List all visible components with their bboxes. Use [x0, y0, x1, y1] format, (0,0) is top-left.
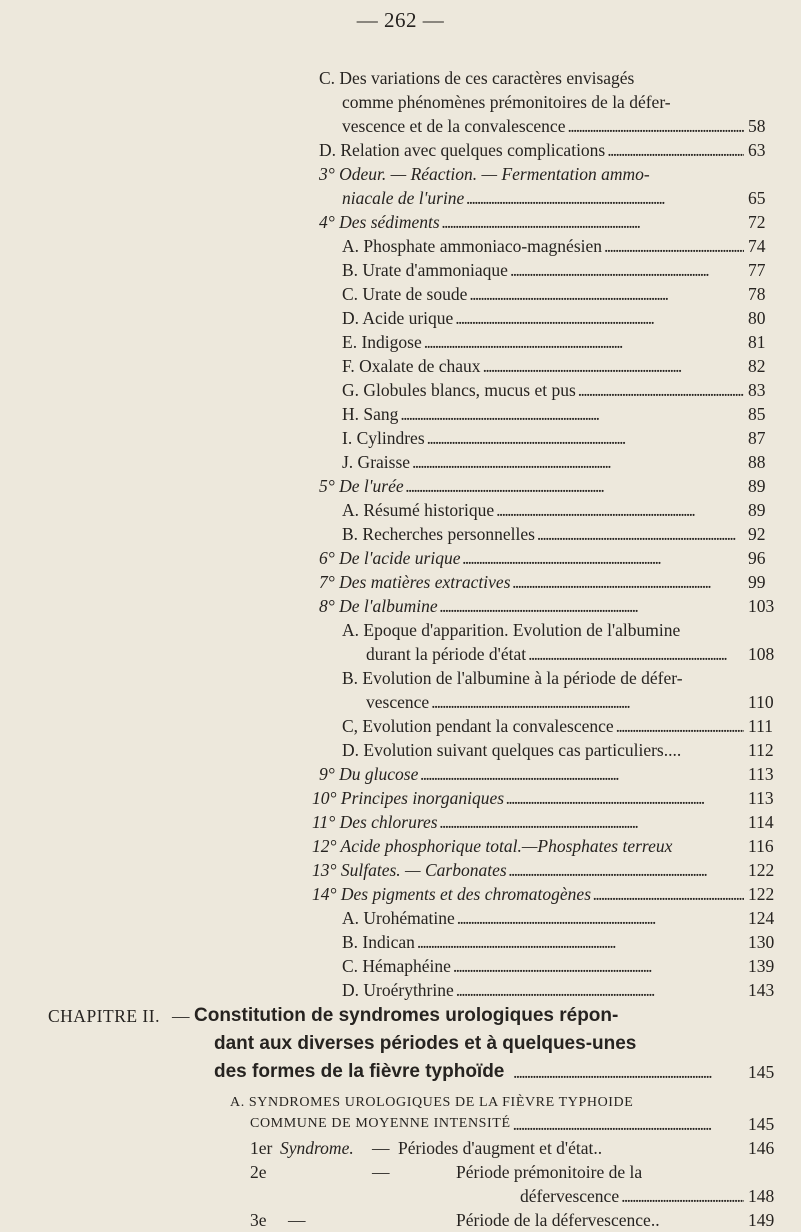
toc-entry-text: D. Relation avec quelques complications: [319, 140, 606, 160]
toc-entry-25: [0, 666, 801, 690]
dot-leader: [431, 690, 744, 714]
toc-page-number: 124: [748, 908, 775, 928]
toc-entry-10: [0, 306, 801, 330]
dot-leader: [621, 1184, 744, 1208]
toc-page-number: 89: [748, 500, 766, 520]
section-heading-line-2: [0, 1112, 801, 1136]
toc-entry-text: 11° Des chlorures: [312, 812, 438, 832]
dot-leader: [578, 378, 744, 402]
dot-leader: [442, 210, 744, 234]
toc-entry-9: [0, 282, 801, 306]
syndrome-text: Période de la défervescence..: [456, 1210, 660, 1230]
chapter-dash: —: [172, 1006, 190, 1026]
toc-entry-2: [0, 114, 801, 138]
syndrome-entry-1: [0, 1136, 801, 1160]
toc-page-number: 116: [748, 836, 774, 856]
dot-leader: [417, 930, 744, 954]
toc-page-number: 113: [748, 788, 774, 808]
dot-leader: [412, 450, 744, 474]
chapter-title-line: dant aux diverses périodes et à quelques-unes: [214, 1033, 637, 1054]
toc-entry-0: [0, 66, 801, 90]
toc-page-number: 108: [748, 644, 775, 664]
section-heading: [0, 1088, 801, 1112]
toc-entry-35: [0, 906, 801, 930]
dot-leader: [424, 330, 744, 354]
toc-entry-22: [0, 594, 801, 618]
toc-entry-38: [0, 978, 801, 1002]
dot-leader: [513, 1058, 744, 1086]
dot-leader: [506, 786, 744, 810]
syndrome-name: Syndrome.: [280, 1138, 354, 1158]
toc-entry-14: [0, 402, 801, 426]
toc-entry-text: C. Urate de soude: [342, 284, 468, 304]
toc-entry-7: [0, 234, 801, 258]
toc-entry-21: [0, 570, 801, 594]
toc-entry-31: [0, 810, 801, 834]
toc-entry-text: 9° Du glucose: [319, 764, 419, 784]
dot-leader: [496, 498, 744, 522]
syndrome-number: 2e: [250, 1162, 267, 1182]
toc-entry-23: [0, 618, 801, 642]
toc-entry-29: [0, 762, 801, 786]
toc-entry-text: vescence: [366, 692, 430, 712]
dot-leader: [567, 114, 744, 138]
dot-leader: [528, 642, 744, 666]
toc-entry-text: 13° Sulfates. — Carbonates: [312, 860, 507, 880]
toc-entry-text: 5° De l'urée: [319, 476, 404, 496]
toc-page-number: 114: [748, 812, 774, 832]
syndrome-dash: —: [372, 1138, 390, 1158]
toc-entry-text: 6° De l'acide urique: [319, 548, 461, 568]
dot-leader: [440, 810, 744, 834]
toc-entry-text: B. Urate d'ammoniaque: [342, 260, 508, 280]
syndrome-number: 3e: [250, 1210, 267, 1230]
toc-entry-text: A. Epoque d'apparition. Evolution de l'albumine: [342, 620, 681, 640]
dot-leader: [440, 594, 744, 618]
toc-entry-text: E. Indigose: [342, 332, 422, 352]
chapter-title-line: Constitution de syndromes urologiques répon-: [194, 1005, 619, 1026]
dot-leader: [456, 978, 744, 1002]
toc-page-number: 122: [748, 860, 775, 880]
dot-leader: [400, 402, 744, 426]
toc-entry-text: B. Indican: [342, 932, 415, 952]
toc-entry-text: 8° De l'albumine: [319, 596, 438, 616]
toc-page-number: 72: [748, 212, 766, 232]
dot-leader: [420, 762, 744, 786]
toc-entry-15: [0, 426, 801, 450]
dot-leader: [604, 234, 744, 258]
dot-leader: [513, 570, 744, 594]
syndrome-dash: —: [288, 1210, 306, 1230]
syndrome-text: défervescence: [520, 1186, 620, 1206]
syndrome-text: Périodes d'augment et d'état..: [398, 1138, 603, 1158]
dot-leader: [457, 906, 744, 930]
toc-entry-20: [0, 546, 801, 570]
section-title-line: COMMUNE DE MOYENNE INTENSITÉ: [250, 1116, 511, 1131]
toc-entry-12: [0, 354, 801, 378]
dot-leader: [427, 426, 744, 450]
dot-leader: [537, 522, 744, 546]
dot-leader: [607, 138, 744, 162]
toc-page-number: 83: [748, 380, 766, 400]
toc-entry-text: 12° Acide phosphorique total.—Phosphates terreux: [312, 836, 673, 856]
syndrome-entry-2: [0, 1160, 801, 1184]
toc-page-number: 112: [748, 740, 774, 760]
toc-entry-text: B. Evolution de l'albumine à la période de défer-: [342, 668, 683, 688]
toc-entry-text: I. Cylindres: [342, 428, 425, 448]
dot-leader: [453, 954, 744, 978]
toc-entry-19: [0, 522, 801, 546]
toc-entry-text: comme phénomènes prémonitoires de la défer-: [342, 92, 671, 112]
toc-page-number: 113: [748, 764, 774, 784]
toc-entry-text: A. Résumé historique: [342, 500, 495, 520]
toc-entry-text: F. Oxalate de chaux: [342, 356, 481, 376]
toc-entry-34: [0, 882, 801, 906]
page-number: — 262 —: [356, 8, 445, 32]
toc-entry-24: [0, 642, 801, 666]
toc-entry-text: G. Globules blancs, mucus et pus: [342, 380, 576, 400]
toc-page-number: 139: [748, 956, 775, 976]
toc-entry-text: J. Graisse: [342, 452, 411, 472]
toc-page-number: 149: [748, 1210, 775, 1230]
toc-page-number: 65: [748, 188, 766, 208]
toc-entry-text: B. Recherches personnelles: [342, 524, 535, 544]
toc-page-number: 110: [748, 692, 774, 712]
toc-entry-37: [0, 954, 801, 978]
toc-entry-text: H. Sang: [342, 404, 399, 424]
toc-entry-11: [0, 330, 801, 354]
toc-entry-33: [0, 858, 801, 882]
toc-page-number: 111: [748, 716, 773, 736]
toc-page-number: 122: [748, 884, 775, 904]
syndrome-number: 1er: [250, 1138, 273, 1158]
dot-leader: [513, 1112, 744, 1136]
toc-page-number: 96: [748, 548, 766, 568]
toc-entry-text: 14° Des pigments et des chromatogènes: [312, 884, 592, 904]
dot-leader: [455, 306, 744, 330]
toc-entry-text: durant la période d'état: [366, 644, 527, 664]
toc-page-number: 99: [748, 572, 766, 592]
chapter-title-line: des formes de la fièvre typhoïde: [214, 1061, 505, 1082]
syndrome-text: Période prémonitoire de la: [456, 1162, 643, 1182]
dot-leader: [469, 282, 744, 306]
toc-entry-8: [0, 258, 801, 282]
section-title-line: A. SYNDROMES UROLOGIQUES DE LA FIÈVRE TYPHOIDE: [230, 1095, 634, 1110]
dot-leader: [616, 714, 744, 738]
toc-entry-13: [0, 378, 801, 402]
chapter-heading: [0, 1002, 801, 1030]
toc-entry-text: 3° Odeur. — Réaction. — Fermentation ammo-: [319, 164, 650, 184]
toc-entry-text: 4° Des sédiments: [319, 212, 440, 232]
toc-page-number: 82: [748, 356, 766, 376]
toc-page-number: 130: [748, 932, 775, 952]
dot-leader: [510, 258, 744, 282]
toc-entry-32: [0, 834, 801, 858]
syndrome-dash: —: [372, 1162, 390, 1182]
toc-page-number: 87: [748, 428, 766, 448]
dot-leader: [593, 882, 744, 906]
toc-entry-text: vescence et de la convalescence: [342, 116, 566, 136]
toc-entry-26: [0, 690, 801, 714]
toc-page-number: 58: [748, 116, 766, 136]
toc-entry-text: D. Uroérythrine: [342, 980, 454, 1000]
toc-entry-text: D. Acide urique: [342, 308, 454, 328]
toc-page-number: 148: [748, 1186, 775, 1206]
toc-page-number: 88: [748, 452, 766, 472]
dot-leader: [483, 354, 744, 378]
toc-entry-30: [0, 786, 801, 810]
chapter-title-line-2: [0, 1030, 801, 1058]
dot-leader: [466, 186, 744, 210]
toc-page-number: 143: [748, 980, 775, 1000]
toc-entry-5: [0, 186, 801, 210]
toc-entry-1: [0, 90, 801, 114]
toc-entry-27: [0, 714, 801, 738]
toc-page-number: 78: [748, 284, 766, 304]
chapter-label: CHAPITRE II.: [48, 1006, 160, 1026]
toc-page-number: 145: [748, 1062, 775, 1082]
toc-entry-17: [0, 474, 801, 498]
syndrome-entry-2b: [0, 1184, 801, 1208]
toc-page-number: 146: [748, 1138, 775, 1158]
toc-page-number: 145: [748, 1114, 775, 1134]
toc-page-number: 81: [748, 332, 766, 352]
dot-leader: [509, 858, 744, 882]
toc-entry-text: C. Hémaphéine: [342, 956, 451, 976]
dot-leader: [406, 474, 744, 498]
syndrome-entry-3: [0, 1208, 801, 1232]
dot-leader: [462, 546, 744, 570]
toc-entry-4: [0, 162, 801, 186]
toc-entry-text: C. Des variations de ces caractères envisagés: [319, 68, 635, 88]
toc-entry-text: 10° Principes inorganiques: [312, 788, 505, 808]
toc-entry-18: [0, 498, 801, 522]
toc-entry-3: [0, 138, 801, 162]
toc-entry-text: A. Phosphate ammoniaco-magnésien: [342, 236, 603, 256]
chapter-title-line-3: [0, 1058, 801, 1086]
toc-entry-36: [0, 930, 801, 954]
toc-page-number: 85: [748, 404, 766, 424]
toc-page-number: 77: [748, 260, 766, 280]
toc-page-number: 80: [748, 308, 766, 328]
toc-entry-text: A. Urohématine: [342, 908, 455, 928]
toc-page-number: 92: [748, 524, 766, 544]
toc-entry-28: [0, 738, 801, 762]
toc-entry-text: niacale de l'urine: [342, 188, 465, 208]
toc-page-number: 89: [748, 476, 766, 496]
toc-entry-text: C, Evolution pendant la convalescence: [342, 716, 614, 736]
toc-page-number: 103: [748, 596, 775, 616]
toc-page-number: 63: [748, 140, 766, 160]
toc-entry-6: [0, 210, 801, 234]
toc-entry-text: D. Evolution suivant quelques cas particuliers....: [342, 740, 682, 760]
toc-entry-16: [0, 450, 801, 474]
toc-entry-text: 7° Des matières extractives: [319, 572, 511, 592]
toc-page-number: 74: [748, 236, 766, 256]
